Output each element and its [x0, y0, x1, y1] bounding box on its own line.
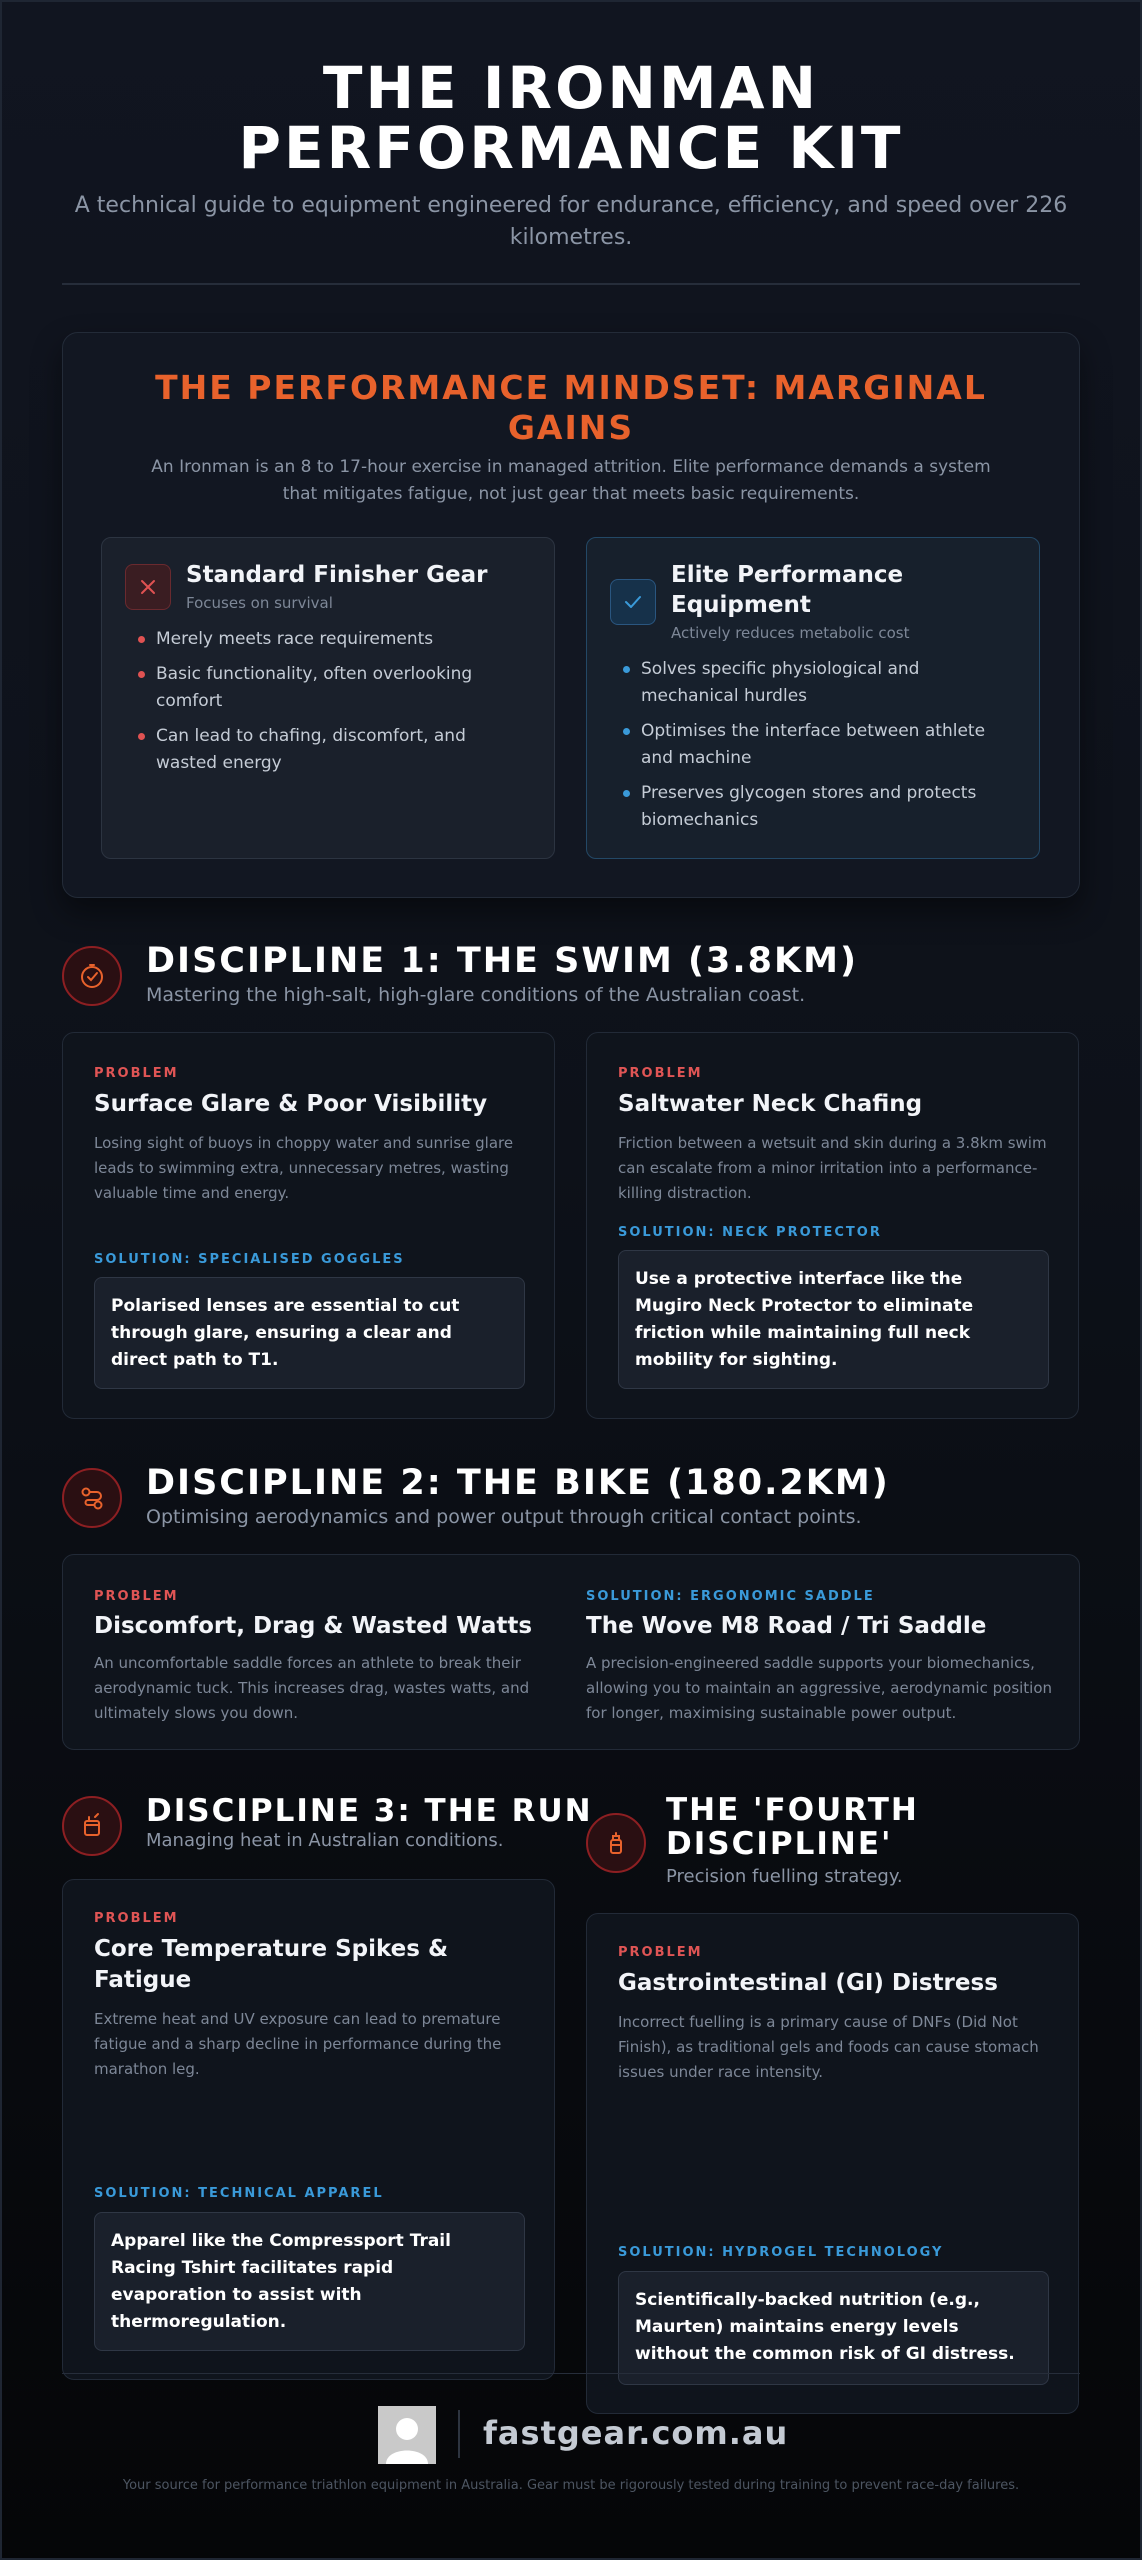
list-item: Can lead to chafing, discomfort, and wasted energy [136, 723, 531, 777]
list-item: Preserves glycogen stores and protects biomechanics [621, 780, 1016, 834]
brand-name[interactable]: fastgear.com.au [483, 2414, 789, 2452]
page-title [0, 54, 1142, 182]
bike-route-icon [62, 1468, 122, 1528]
list-item: Optimises the interface between athlete and machine [621, 718, 1016, 772]
list-item: Solves specific physiological and mechanical hurdles [621, 656, 1016, 710]
mindset-description: An Ironman is an 8 to 17-hour exercise in managed attrition. Elite performance demands a system that mitigates fatigue, not just gear that meets basic requirements. [151, 457, 991, 504]
standard-gear-list [136, 626, 531, 785]
solution-box: Use a protective interface like the Mugiro Neck Protector to eliminate friction while maintaining full neck mobility for sighting. [618, 1250, 1049, 1389]
problem-title: Gastrointestinal (GI) Distress [618, 1970, 998, 1996]
problem-title: Surface Glare & Poor Visibility [94, 1091, 488, 1117]
problem-description: Friction between a wetsuit and skin during a 3.8km swim can escalate from a minor irritation into a performance-killing distraction. [618, 1134, 1047, 1202]
footer-separator [458, 2410, 460, 2458]
run-card [62, 1879, 555, 2380]
problem-label: PROBLEM [618, 1945, 703, 1960]
problem-label: PROBLEM [618, 1066, 703, 1081]
swim-card-chafing [586, 1032, 1079, 1419]
check-icon [610, 579, 656, 625]
solution-box: Scientifically-backed nutrition (e.g., Maurten) maintains energy levels without the common risk of GI distress. [618, 2271, 1049, 2385]
problem-description: Losing sight of buoys in choppy water and sunrise glare leads to swimming extra, unnecessary metres, wasting valuable time and energy. [94, 1134, 514, 1202]
solution-box: Polarised lenses are essential to cut through glare, ensuring a clear and direct path to T1. [94, 1277, 525, 1389]
fourth-section-title [666, 1793, 919, 1861]
problem-title: Saltwater Neck Chafing [618, 1091, 923, 1117]
problem-label: PROBLEM [94, 1911, 179, 1926]
page-subtitle: A technical guide to equipment engineered for endurance, efficiency, and speed over 226 kilometres. [74, 193, 1068, 250]
bottle-icon [586, 1813, 646, 1873]
list-item: Basic functionality, often overlooking comfort [136, 661, 531, 715]
stopwatch-icon [62, 946, 122, 1006]
standard-gear-subtitle: Focuses on survival [186, 594, 333, 612]
bike-section-subtitle: Optimising aerodynamics and power output through critical contact points. [146, 1506, 862, 1528]
header-divider [62, 283, 1080, 285]
problem-description: Extreme heat and UV exposure can lead to premature fatigue and a sharp decline in performance during the marathon leg. [94, 2010, 502, 2078]
elite-equipment-subtitle: Actively reduces metabolic cost [671, 624, 910, 642]
elite-equipment-title: Elite Performance Equipment [671, 562, 904, 618]
elite-equipment-panel [586, 537, 1040, 859]
fourth-title-line-2: DISCIPLINE' [666, 1826, 893, 1862]
page-title-line-2: PERFORMANCE KIT [238, 114, 904, 182]
solution-label: SOLUTION: HYDROGEL TECHNOLOGY [618, 2245, 944, 2260]
swim-section-title: DISCIPLINE 1: THE SWIM (3.8KM) [146, 941, 858, 981]
solution-label: SOLUTION: ERGONOMIC SADDLE [586, 1589, 875, 1604]
list-item: Merely meets race requirements [136, 626, 531, 653]
mindset-title: THE PERFORMANCE MINDSET: MARGINAL GAINS [155, 368, 987, 447]
standard-gear-panel [101, 537, 555, 859]
footer-divider [62, 2373, 1080, 2374]
problem-description: An uncomfortable saddle forces an athlete to break their aerodynamic tuck. This increases drag, wastes watts, and ultimately slows you down. [94, 1654, 530, 1722]
avatar [378, 2406, 436, 2464]
fourth-title-line-1: THE 'FOURTH [666, 1792, 919, 1828]
solution-label: SOLUTION: NECK PROTECTOR [618, 1225, 882, 1240]
swim-card-glare [62, 1032, 555, 1419]
standard-gear-title: Standard Finisher Gear [186, 562, 488, 588]
solution-box: Apparel like the Compressport Trail Racing Tshirt facilitates rapid evaporation to assist with thermoregulation. [94, 2212, 525, 2351]
problem-title: Core Temperature Spikes & Fatigue [94, 1936, 449, 1993]
problem-label: PROBLEM [94, 1066, 179, 1081]
footer-note: Your source for performance triathlon equipment in Australia. Gear must be rigorously tested during training to prevent race-day failures. [122, 2478, 1020, 2493]
swim-section-subtitle: Mastering the high-salt, high-glare conditions of the Australian coast. [146, 984, 806, 1006]
fourth-card [586, 1913, 1079, 2414]
shirt-icon [62, 1796, 122, 1856]
run-section-subtitle: Managing heat in Australian conditions. [146, 1830, 504, 1851]
solution-description: A precision-engineered saddle supports your biomechanics, allowing you to maintain an aggressive, aerodynamic position for longer, maximising sustainable power output. [586, 1654, 1053, 1722]
solution-label: SOLUTION: TECHNICAL APPAREL [94, 2186, 384, 2201]
bike-section-title: DISCIPLINE 2: THE BIKE (180.2KM) [146, 1463, 890, 1503]
solution-label: SOLUTION: SPECIALISED GOGGLES [94, 1252, 405, 1267]
solution-title: The Wove M8 Road / Tri Saddle [586, 1613, 987, 1639]
problem-description: Incorrect fuelling is a primary cause of DNFs (Did Not Finish), as traditional gels and foods can cause stomach issues under race intensity. [618, 2013, 1039, 2081]
elite-equipment-list [621, 656, 1016, 842]
x-icon [125, 564, 171, 610]
page-title-line-1: THE IRONMAN [322, 54, 820, 122]
problem-label: PROBLEM [94, 1589, 179, 1604]
problem-title: Discomfort, Drag & Wasted Watts [94, 1613, 533, 1639]
bike-card [62, 1554, 1080, 1750]
fourth-section-subtitle: Precision fuelling strategy. [666, 1866, 903, 1887]
run-section-title: DISCIPLINE 3: THE RUN [146, 1793, 593, 1829]
